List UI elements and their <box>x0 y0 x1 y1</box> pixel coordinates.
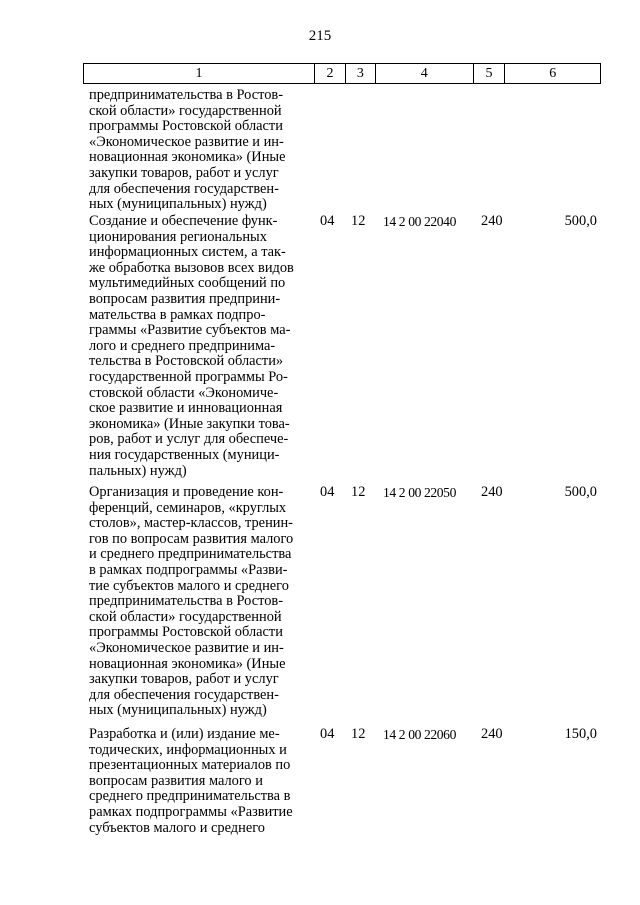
header-col-1: 1 <box>195 65 203 81</box>
description-line: лого и среднего предпринима- <box>89 337 276 354</box>
description-line: ных (муниципальных) нужд) <box>89 196 267 213</box>
description-line: ния государственных (муници- <box>89 446 280 463</box>
description-line: «Экономическое развитие и ин- <box>89 639 284 656</box>
description-line: экономика» (Иные закупки това- <box>89 415 290 432</box>
row-description <box>89 727 307 836</box>
header-col-4: 4 <box>375 64 473 83</box>
cell-c6: 150,0 <box>564 726 597 742</box>
header-col-2: 2 <box>314 64 345 83</box>
description-line: предпринимательства в Ростов- <box>89 593 283 610</box>
cell-c6: 500,0 <box>564 213 597 229</box>
cell-c5: 240 <box>481 726 503 742</box>
description-line: и среднего предпринимательства <box>89 546 292 563</box>
header-col-3: 3 <box>345 64 375 83</box>
description-line: среднего предпринимательства в <box>89 788 291 805</box>
row-description <box>89 214 307 479</box>
cell-c3: 12 <box>351 213 366 229</box>
description-line: информационных систем, а так- <box>89 244 286 261</box>
cell-c6: 500,0 <box>564 484 597 500</box>
cell-c2: 04 <box>320 213 335 229</box>
table-row <box>83 485 601 719</box>
description-line: мультимедийных сообщений по <box>89 275 286 292</box>
cell-c2: 04 <box>320 726 335 742</box>
description-line: вопросам развития малого и <box>89 772 263 789</box>
table-row <box>83 88 601 213</box>
cell-c5: 240 <box>481 484 503 500</box>
description-line: государственной программы Ро- <box>89 368 288 385</box>
row-description <box>89 88 307 213</box>
description-line: в рамках подпрограммы «Разви- <box>89 561 288 578</box>
description-line: новационная экономика» (Иные <box>89 149 286 166</box>
description-line: предпринимательства в Ростов- <box>89 87 283 103</box>
description-line: ров, работ и услуг для обеспече- <box>89 431 289 448</box>
cell-c2: 04 <box>320 484 335 500</box>
description-line: программы Ростовской области <box>89 624 283 641</box>
description-line: тельства в Ростовской области» <box>89 353 284 370</box>
description-line: ской области» государственной <box>89 608 282 625</box>
header-col-6: 6 <box>504 64 600 83</box>
table-header <box>83 63 601 84</box>
description-line: презентационных материалов по <box>89 757 291 774</box>
description-line: вопросам развития предприни- <box>89 290 281 307</box>
cell-c3: 12 <box>351 726 366 742</box>
description-line: Разработка и (или) издание ме- <box>89 726 280 742</box>
cell-c5: 240 <box>481 213 503 229</box>
description-line: для обеспечения государствен- <box>89 686 279 703</box>
cell-c4: 14 2 00 22040 <box>383 214 456 229</box>
description-line: для обеспечения государствен- <box>89 180 279 197</box>
description-line: ференций, семинаров, «круглых <box>89 499 287 516</box>
description-line: граммы «Развитие субъектов ма- <box>89 322 291 339</box>
description-line: ных (муниципальных) нужд) <box>89 702 267 719</box>
description-line: гов по вопросам развития малого <box>89 530 294 547</box>
table-row <box>83 727 601 836</box>
row-description <box>89 485 307 719</box>
description-line: субъектов малого и среднего <box>89 819 265 836</box>
description-line: программы Ростовской области <box>89 118 283 135</box>
description-line: же обработка вызовов всех видов <box>89 259 294 276</box>
description-line: мательства в рамках подпро- <box>89 306 266 323</box>
description-line: тие субъектов малого и среднего <box>89 577 289 594</box>
description-line: «Экономическое развитие и ин- <box>89 133 284 150</box>
cell-c4: 14 2 00 22050 <box>383 485 456 500</box>
description-line: рамках подпрограммы «Развитие <box>89 803 293 820</box>
description-line: Создание и обеспечение функ- <box>89 213 278 229</box>
description-line: новационная экономика» (Иные <box>89 655 286 672</box>
description-line: тодических, информационных и <box>89 741 287 758</box>
description-line: Организация и проведение кон- <box>89 484 284 500</box>
description-line: пальных) нужд) <box>89 462 187 479</box>
description-line: закупки товаров, работ и услуг <box>89 164 279 181</box>
description-line: ционирования региональных <box>89 228 267 245</box>
description-line: ской области» государственной <box>89 102 282 119</box>
description-line: стовской области «Экономиче- <box>89 384 279 401</box>
description-line: закупки товаров, работ и услуг <box>89 671 279 688</box>
description-line: столов», мастер-классов, тренин- <box>89 515 293 532</box>
description-line: ское развитие и инновационная <box>89 400 283 417</box>
page-number: 215 <box>308 28 332 44</box>
table-row <box>83 214 601 479</box>
header-col-5: 5 <box>473 64 505 83</box>
cell-c4: 14 2 00 22060 <box>383 727 456 742</box>
cell-c3: 12 <box>351 484 366 500</box>
